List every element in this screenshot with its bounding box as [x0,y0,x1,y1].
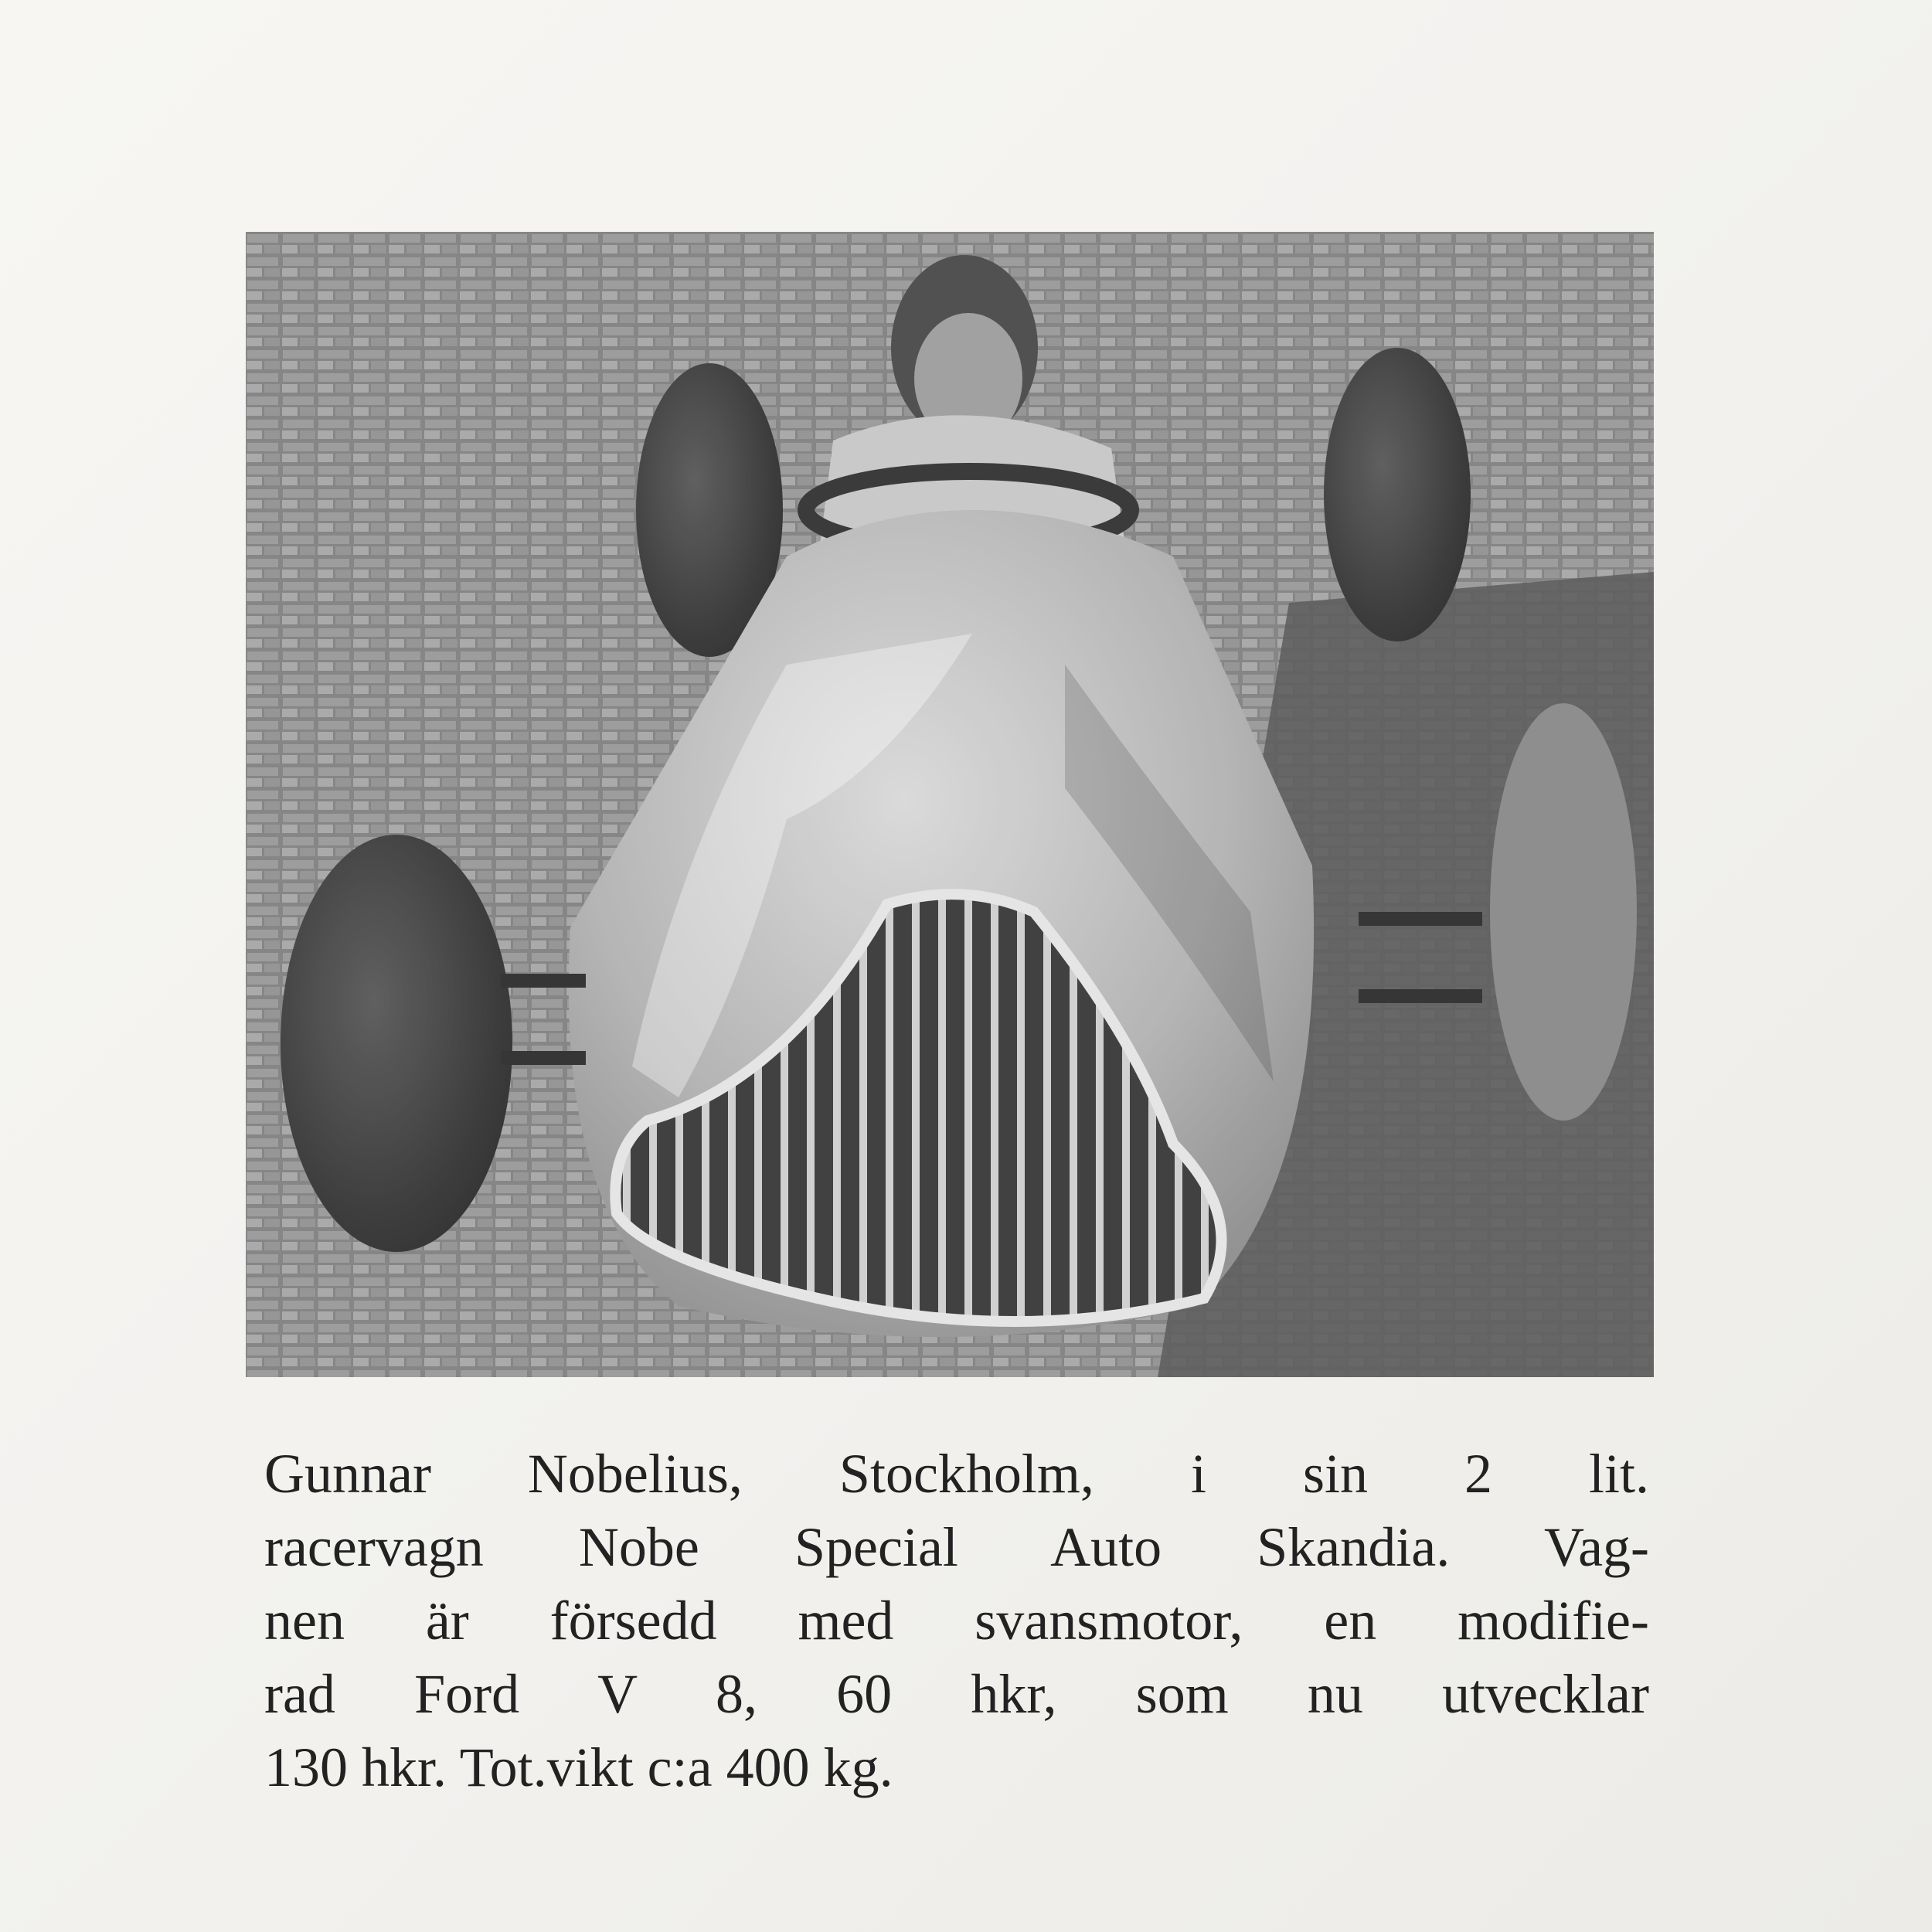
caption-line: rad Ford V 8, 60 hkr, som nu utvecklar [264,1663,1649,1725]
photo-caption [264,1437,1649,1804]
caption-line: Gunnar Nobelius, Stockholm, i sin 2 lit. [264,1443,1649,1505]
caption-line: 130 hkr. Tot.vikt c:a 400 kg. [264,1736,893,1798]
caption-line: nen är försedd med svansmotor, en modifie- [264,1590,1649,1651]
racecar-photo [246,232,1654,1377]
caption-line: racervagn Nobe Special Auto Skandia. Vag- [264,1516,1649,1578]
